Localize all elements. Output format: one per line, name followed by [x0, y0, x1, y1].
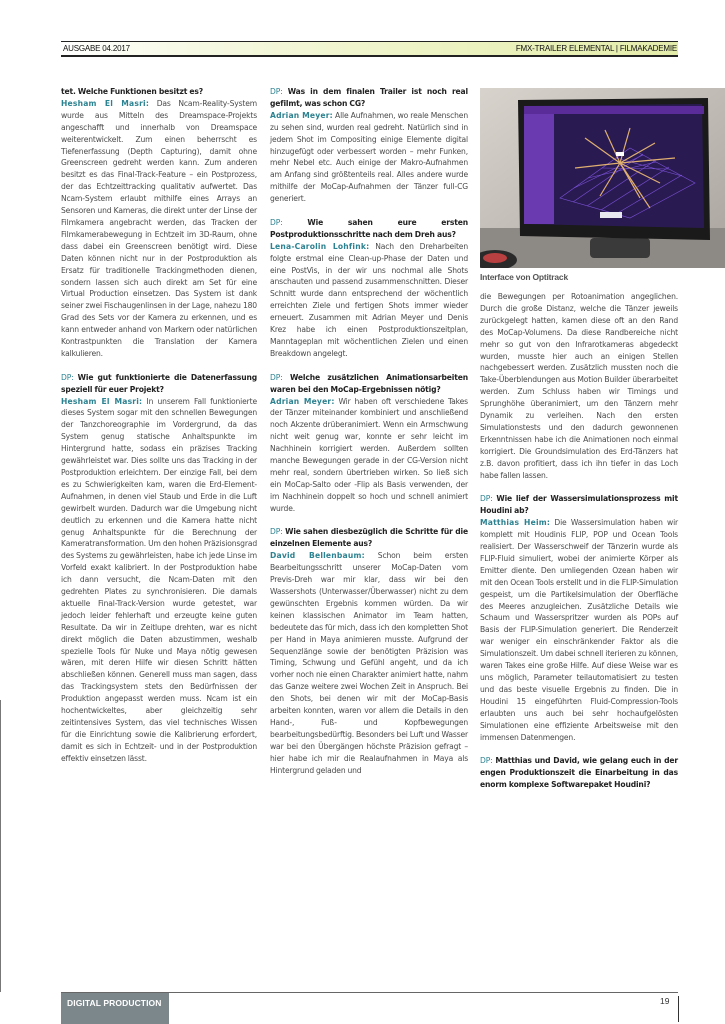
photo-caption: Interface von Optitrack	[480, 272, 568, 282]
brand-box	[61, 993, 169, 1024]
speaker-name: Adrian Meyer:	[270, 110, 333, 120]
paragraph	[480, 493, 678, 743]
question-text: Was in dem finalen Trailer ist noch real gefilmt, was schon CG?	[270, 87, 468, 108]
dp-label: DP:	[270, 527, 283, 537]
paragraph	[270, 526, 468, 776]
optitrack-photo	[480, 88, 725, 268]
answer-text: die Bewegungen per Rotoanimation angeglichen. Durch die große Distanz, welche die Tänzer jeweils zurückgelegt hatten, kamen diese oft an den Rand des MoCap-Volumens. Da diese Randbereiche nicht mehr so gut von den Infrarotkameras abgedeckt wurden, musste hier auch an einigen Stellen nachgebessert werden. Zusätzlich mussten noch die Take-Überblendungen aus Motion Builder überarbeitet werden. Zum Schluss haben wir Timings und Sprunghöhe überanimiert, um den Tänzern mehr Dynamik zu verleihen. Nach den ersten Simulationstests und den dadurch gewonnenen Erkenntnissen habe ich die Animationen noch einmal korrigiert. Die Groundsimulation des Erd-Tänzers hat z.B. davon profitiert, dass ich ihn tiefer in das Loch habe fallen lassen.	[480, 292, 678, 480]
paragraph	[270, 86, 468, 205]
answer-text: Das Ncam-Reality-System wurde aus Mitteln des Dreamspace-Projekts angeschafft und innerhalb von Dreamspace weiterentwickelt. Zum einen beherrscht es Tiefenerfassung (Depth Capturing), damit ohne Greenscreen gedreht werden kann. Zum anderen besitzt es das Final-Track-Feature – ein Postprozess, der das Echtzeittracking qualitativ aufwertet. Das Ncam-System erlaubt mithilfe eines Arrays an Sensoren und Kameras, die direkt unter der Linse der Filmkamera angebracht werden, das Tracken der Filmkamerabewegung in Echtzeit im 3D-Raum, ohne dass dabei ein Greenscreen benötigt wird. Diese Daten können nicht nur in der Postproduktion als Ersatz für traditionelle Trackingmethoden dienen, sondern lassen sich auch direkt am Set für eine Virtual Production einsetzen. Das System ist dank seiner zwei Fischaugenlinsen in der Lage, nahezu 180 Grad des Sets vor der Kamera zu erkennen, und es kann entweder anhand von Markern oder natürlichen Kontrastpunkten die Translation der Kamera kalkulieren.	[61, 98, 257, 358]
answer-text: Schon beim ersten Bearbeitungsschritt unserer MoCap-Daten vom Previs-Dreh war mir klar, dass wir bei den Wassershots (Unterwasser/Überwasser) nicht zu dem gewünschten Ergebnis kommen würden. Da wir keinen klassischen Animator im Team hatten, bedeutete das für mich, dass ich den kompletten Shot per Hand in Maya animieren musste. Aufgrund der Sequenzlänge sowie der benötigten Präzision was Timing, Schwung und Gefühl angeht, und da ich vorher noch nie einen Charakter animiert hatte, nahm das Ganze weitere zwei Wochen Zeit in Anspruch. Bei den Shots, bei denen wir mit der MoCap-Basis arbeiten konnten, waren vor allem die Details in den Hand-, Fuß- und Kopfbewegungen bearbeitungsbedürftig. Besonders bei Luft und Wasser war bei den Übergängen höchste Präzision gefragt – hier habe ich mir die Realaufnahmen in Maya als Hintergrund geladen und	[270, 551, 469, 775]
dp-label: DP:	[270, 372, 283, 382]
answer-text: Wir haben oft verschiedene Takes der Tänzer miteinander kombiniert und anschließend noch Akzente drüberanimiert. Wenn ein Armschwung nicht weit genug war, konnte er sehr leicht im Nachhinein korrigiert werden. Außerdem sollten manche Bewegungen gerade in der CG-Version nicht mehr real, sondern übertrieben wirken. So ließ sich ein MoCap-Salto oder -Flip als Basis verwenden, der im Nachhinein doppelt so hoch und schnell animiert wurde.	[270, 396, 468, 513]
page-number: 19	[660, 996, 670, 1006]
question-text: Wie gut funktionierte die Datenerfassung speziell für euer Projekt?	[61, 372, 257, 394]
article-column-2	[270, 86, 468, 976]
page-edge-bar	[0, 700, 1, 992]
speaker-name: David Bellenbaum:	[270, 551, 365, 561]
speaker-name: Matthias Heim:	[480, 518, 551, 528]
paragraph	[270, 372, 468, 515]
dp-label: DP:	[270, 87, 283, 96]
monitor-illustration	[480, 88, 725, 268]
answer-text: Alle Aufnahmen, wo reale Menschen zu sehen sind, wurden real gedreht. Natürlich sind in jedem Shot im Compositing einige Elemente digital hinzugefügt oder verbessert worden – mehr Funken, mehr Nebel etc. Auch einige der Makro-Aufnahmen am Anfang sind größtenteils real. Alles andere wurde mithilfe der MoCap-Aufnahmen der Tänzer full-CG generiert.	[270, 110, 468, 204]
paragraph	[61, 86, 257, 360]
section-label: FMX-TRAILER ELEMENTAL | FILMAKADEMIE	[515, 44, 677, 53]
answer-text: In unserem Fall funktionierte dieses System sogar mit den schnellen Bewegungen der Tanzchoreographie im Vordergrund, da das System genug statische Anhaltspunkte im Hintergrund hatte, sodass ein präzises Tracking gewährleistet war. Dies sollte uns das Tracking in der Postproduktion erleichtern. Der einzige Fall, bei dem es zu Schwierigkeiten kam, waren die Erd-Element-Aufnahmen, in denen viel Staub und Erde in die Luft gewirbelt wurden. Dadurch war die Umgebung nicht deutlich zu erkennen und die Kamera hatte nicht genug Anhaltspunkte für die Berechnung der Kameratransformation. Um den hohen Präzisionsgrad des Systems zu gewährleisten, habe ich jede Linse im Vorfeld exakt kalibriert. In der Postproduktion habe ich dann versucht, die Ncam-Daten mit den gedrehten Plates zu synchronisieren. Die damals aktuelle Final-Track-Version wurde getestet, war jedoch leider fehlerhaft und erzeugte keine guten Resultate. Da wir in Zeitlupe drehten, war es nicht direkt möglich die Daten abzustimmen, weshalb spezielle Tools für Nuke und Maya nötig gewesen wären, mit deren Hilfe wir diesen Schritt hätten abschließen können. Generell muss man sagen, dass das Trackingsystem stets den Bedürfnissen der Produktion angepasst werden muss. Ncam ist ein hochentwickeltes, aber gleichzeitig sehr zeitintensives System, das viel technisches Wissen für die Einrichtung sowie die Kalibrierung erfordert, damit es sich in Echtzeit- und in der Postproduktion effektiv einsetzen lässt.	[61, 396, 257, 763]
answer-text: Die Wassersimulation haben wir komplett mit Houdinis FLIP, POP und Ocean Tools realisiert. Der Wasserschweif der Tänzerin wurde als FLIP-Fluid simuliert, wobei der animierte Körper als Emitter diente. Den umliegenden Ozean haben wir mit den Ocean Tools erstellt und in die FLIP-Simulation gespeist, um die Partikelsimulation der Oberfläche des Meeres anzugleichen. Zusätzliche Details wie Schaum und Wasserspritzer wurden als POPs auf Basis der FLIP-Simulation generiert. Die Renderzeit war weniger ein einschränkender Faktor als die Simulationszeit. Um dabei schnell iterieren zu können, waren Takes eine große Hilfe. Auf diese Weise war es uns möglich, Parameter teilautomatisiert zu testen und das beste visuelle Ergebnis zu finden. Die in Houdini 15 eingeführten Fluid-Compression-Tools erlaubten uns auch bei sehr hochaufgelösten Simulationen eine effiziente Arbeitsweise mit den immensen Datenmengen.	[480, 518, 679, 742]
paragraph	[480, 291, 678, 482]
question-text: Matthias und David, wie gelang euch in der engen Produktionszeit die Einarbeitung in das enorm komplexe Softwarepaket Houdini?	[480, 756, 678, 790]
article-column-1	[61, 86, 257, 976]
speaker-name: Hesham El Masri:	[61, 396, 143, 406]
answer-text: Nach den Dreharbeiten folgte erstmal eine Clean-up-Phase der Daten und eine PostVis, in der wir uns nochmal alle Shots anschauten und passend zusammenschnitten. Dieser Schnitt wurde dann entsprechend der wöchentlich erreichten Ziele und fertigen Shots immer wieder erneuert. Zusammen mit Adrian Meyer und Denis Krez habe ich einen Postproduktionszeitplan, Manntageplan mit wöchentlichen Zielen und einen Breakdown angelegt.	[270, 241, 468, 358]
question-text: Wie sahen diesbezüglich die Schritte für die einzelnen Elemente aus?	[270, 527, 468, 549]
question-text: Wie sahen eure ersten Postproduktionsschritte nach dem Dreh aus?	[270, 217, 468, 239]
question-text: Wie lief der Wassersimulationsprozess mit Houdini ab?	[480, 494, 678, 516]
question-text: Welche zusätzlichen Animationsarbeiten waren bei den MoCap-Ergebnissen nötig?	[270, 372, 468, 394]
article-column-3	[480, 291, 678, 976]
brand-label: DIGITAL PRODUCTION	[67, 998, 162, 1008]
question-text: tet. Welche Funktionen besitzt es?	[61, 87, 204, 96]
speaker-name: Adrian Meyer:	[270, 396, 335, 406]
paragraph	[480, 755, 678, 791]
issue-label: AUSGABE 04.2017	[63, 44, 130, 53]
dp-label: DP:	[61, 372, 74, 382]
speaker-name: Lena-Carolin Lohfink:	[270, 241, 370, 251]
paragraph	[61, 372, 257, 765]
page-number-bar	[678, 996, 679, 1022]
dp-label: DP:	[480, 756, 493, 766]
paragraph	[270, 217, 468, 360]
dp-label: DP:	[270, 217, 283, 227]
dp-label: DP:	[480, 494, 493, 504]
speaker-name: Hesham El Masri:	[61, 98, 150, 108]
